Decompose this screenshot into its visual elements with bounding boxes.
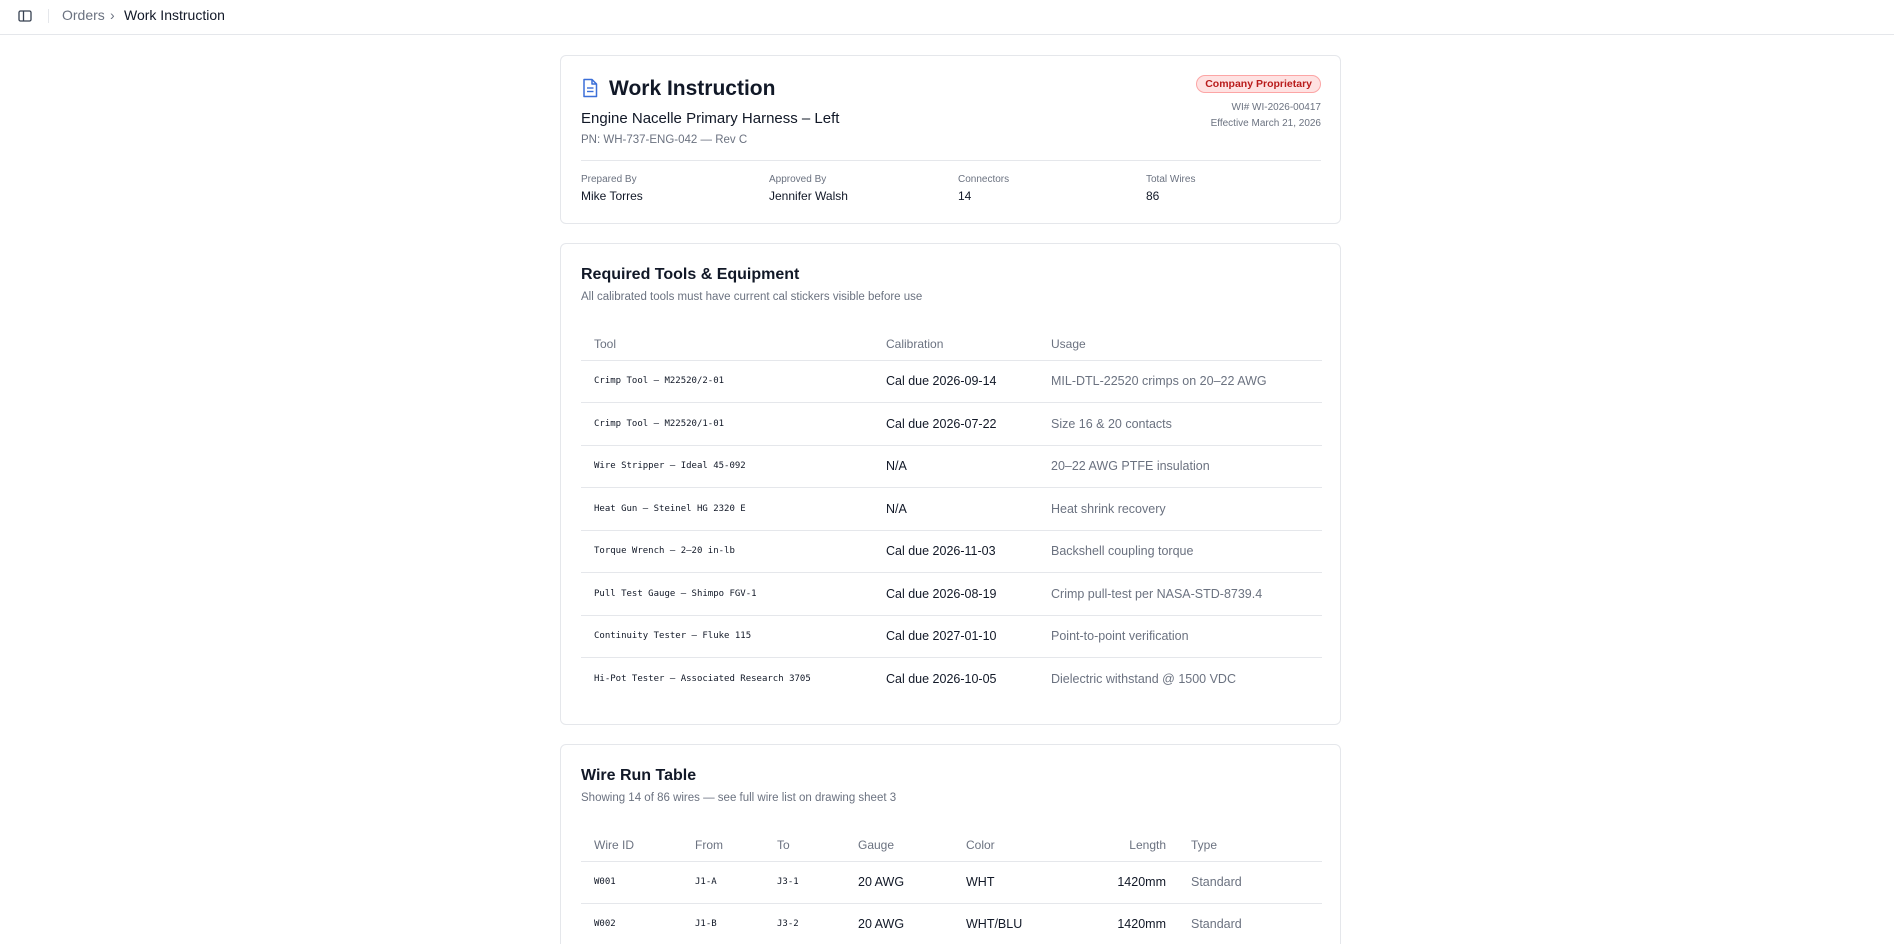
- table-row: [581, 403, 1322, 446]
- wi-number: WI# WI-2026-00417: [1231, 102, 1321, 113]
- section-subtitle: Showing 14 of 86 wires — see full wire list on drawing sheet 3: [581, 792, 897, 804]
- tools-table: [581, 328, 1322, 700]
- tool-name: Heat Gun – Steinel HG 2320 E: [581, 488, 873, 531]
- tool-name: Crimp Tool – M22520/1-01: [581, 403, 873, 446]
- section-title: Required Tools & Equipment: [581, 266, 800, 283]
- calibration: N/A: [873, 445, 1038, 488]
- usage: 20–22 AWG PTFE insulation: [1038, 445, 1322, 488]
- calibration: Cal due 2026-08-19: [873, 573, 1038, 616]
- column-header: Usage: [1038, 328, 1322, 360]
- table-row: [581, 615, 1322, 658]
- harness-name: Engine Nacelle Primary Harness – Left: [581, 110, 840, 127]
- tool-name: Torque Wrench – 2–20 in-lb: [581, 530, 873, 573]
- usage: MIL-DTL-22520 crimps on 20–22 AWG: [1038, 360, 1322, 403]
- wire-type: Standard: [1178, 861, 1322, 903]
- meta-value: 14: [958, 189, 972, 203]
- table-row: [581, 445, 1322, 488]
- calibration: Cal due 2026-07-22: [873, 403, 1038, 446]
- wire-to: J3-1: [764, 861, 845, 903]
- calibration: Cal due 2026-11-03: [873, 530, 1038, 573]
- proprietary-badge: Company Proprietary: [1196, 75, 1321, 93]
- wire-gauge: 20 AWG: [845, 903, 953, 944]
- table-row: [581, 360, 1322, 403]
- calibration: Cal due 2027-01-10: [873, 615, 1038, 658]
- table-row: [581, 573, 1322, 616]
- meta-approved-by: [769, 174, 848, 204]
- meta-label: Prepared By: [581, 174, 637, 185]
- meta-label: Approved By: [769, 174, 827, 185]
- wire-id: W002: [581, 903, 682, 944]
- wire-to: J3-2: [764, 903, 845, 944]
- usage: Size 16 & 20 contacts: [1038, 403, 1322, 446]
- column-header: Calibration: [873, 328, 1038, 360]
- usage: Backshell coupling torque: [1038, 530, 1322, 573]
- meta-prepared-by: [581, 174, 643, 204]
- wire-length: 1420mm: [1073, 903, 1178, 944]
- document-icon: [581, 78, 599, 98]
- table-row: [581, 530, 1322, 573]
- effective-date: Effective March 21, 2026: [1210, 118, 1321, 129]
- wire-from: J1-B: [682, 903, 764, 944]
- meta-label: Connectors: [958, 174, 1010, 185]
- wire-length: 1420mm: [1073, 861, 1178, 903]
- usage: Heat shrink recovery: [1038, 488, 1322, 531]
- meta-total-wires: [1146, 174, 1195, 204]
- wire-type: Standard: [1178, 903, 1322, 944]
- column-header: From: [682, 829, 764, 861]
- meta-value: Jennifer Walsh: [769, 189, 848, 203]
- table-header-row: [581, 328, 1322, 360]
- meta-label: Total Wires: [1146, 174, 1196, 185]
- sidebar-toggle-icon[interactable]: [17, 8, 33, 24]
- table-row: [581, 488, 1322, 531]
- column-header: Wire ID: [581, 829, 682, 861]
- tool-name: Hi-Pot Tester – Associated Research 3705: [594, 674, 811, 684]
- breadcrumb-current: Work Instruction: [124, 7, 225, 23]
- usage: Crimp pull-test per NASA-STD-8739.4: [1038, 573, 1322, 616]
- wire-run-table: [581, 829, 1322, 944]
- part-number: PN: WH-737-ENG-042 — Rev C: [581, 134, 748, 146]
- wire-color: WHT/BLU: [953, 903, 1073, 944]
- breadcrumb-separator: ›: [110, 7, 115, 23]
- wire-run-card: [560, 744, 1341, 944]
- section-subtitle: All calibrated tools must have current cal stickers visible before use: [581, 291, 923, 303]
- column-header: Tool: [581, 328, 873, 360]
- column-header: Type: [1178, 829, 1322, 861]
- top-bar: [0, 0, 1894, 35]
- tools-card: [560, 243, 1341, 725]
- column-header: To: [764, 829, 845, 861]
- calibration: N/A: [873, 488, 1038, 531]
- calibration: Cal due 2026-09-14: [873, 360, 1038, 403]
- table-row: [581, 861, 1322, 903]
- meta-value: 86: [1146, 189, 1160, 203]
- wire-color: WHT: [953, 861, 1073, 903]
- column-header: Gauge: [845, 829, 953, 861]
- meta-value: Mike Torres: [581, 189, 643, 203]
- calibration: Cal due 2026-10-05: [886, 672, 997, 686]
- tool-name: Continuity Tester – Fluke 115: [581, 615, 873, 658]
- tool-name: Wire Stripper – Ideal 45-092: [581, 445, 873, 488]
- usage: Dielectric withstand @ 1500 VDC: [1051, 672, 1236, 686]
- table-row: [581, 903, 1322, 944]
- wire-gauge: 20 AWG: [845, 861, 953, 903]
- divider: [48, 9, 49, 23]
- meta-connectors: [958, 174, 1009, 204]
- divider: [581, 160, 1321, 161]
- column-header: Length: [1073, 829, 1178, 861]
- column-header: Color: [953, 829, 1073, 861]
- work-instruction-header-card: [560, 55, 1341, 224]
- breadcrumb-orders-link[interactable]: Orders: [62, 7, 105, 23]
- page-title: Work Instruction: [609, 77, 776, 100]
- wire-from: J1-A: [682, 861, 764, 903]
- usage: Point-to-point verification: [1038, 615, 1322, 658]
- table-header-row: [581, 829, 1322, 861]
- table-row: [581, 658, 1322, 701]
- wire-id: W001: [581, 861, 682, 903]
- section-title: Wire Run Table: [581, 767, 697, 784]
- tool-name: Pull Test Gauge – Shimpo FGV-1: [581, 573, 873, 616]
- tool-name: Crimp Tool – M22520/2-01: [581, 360, 873, 403]
